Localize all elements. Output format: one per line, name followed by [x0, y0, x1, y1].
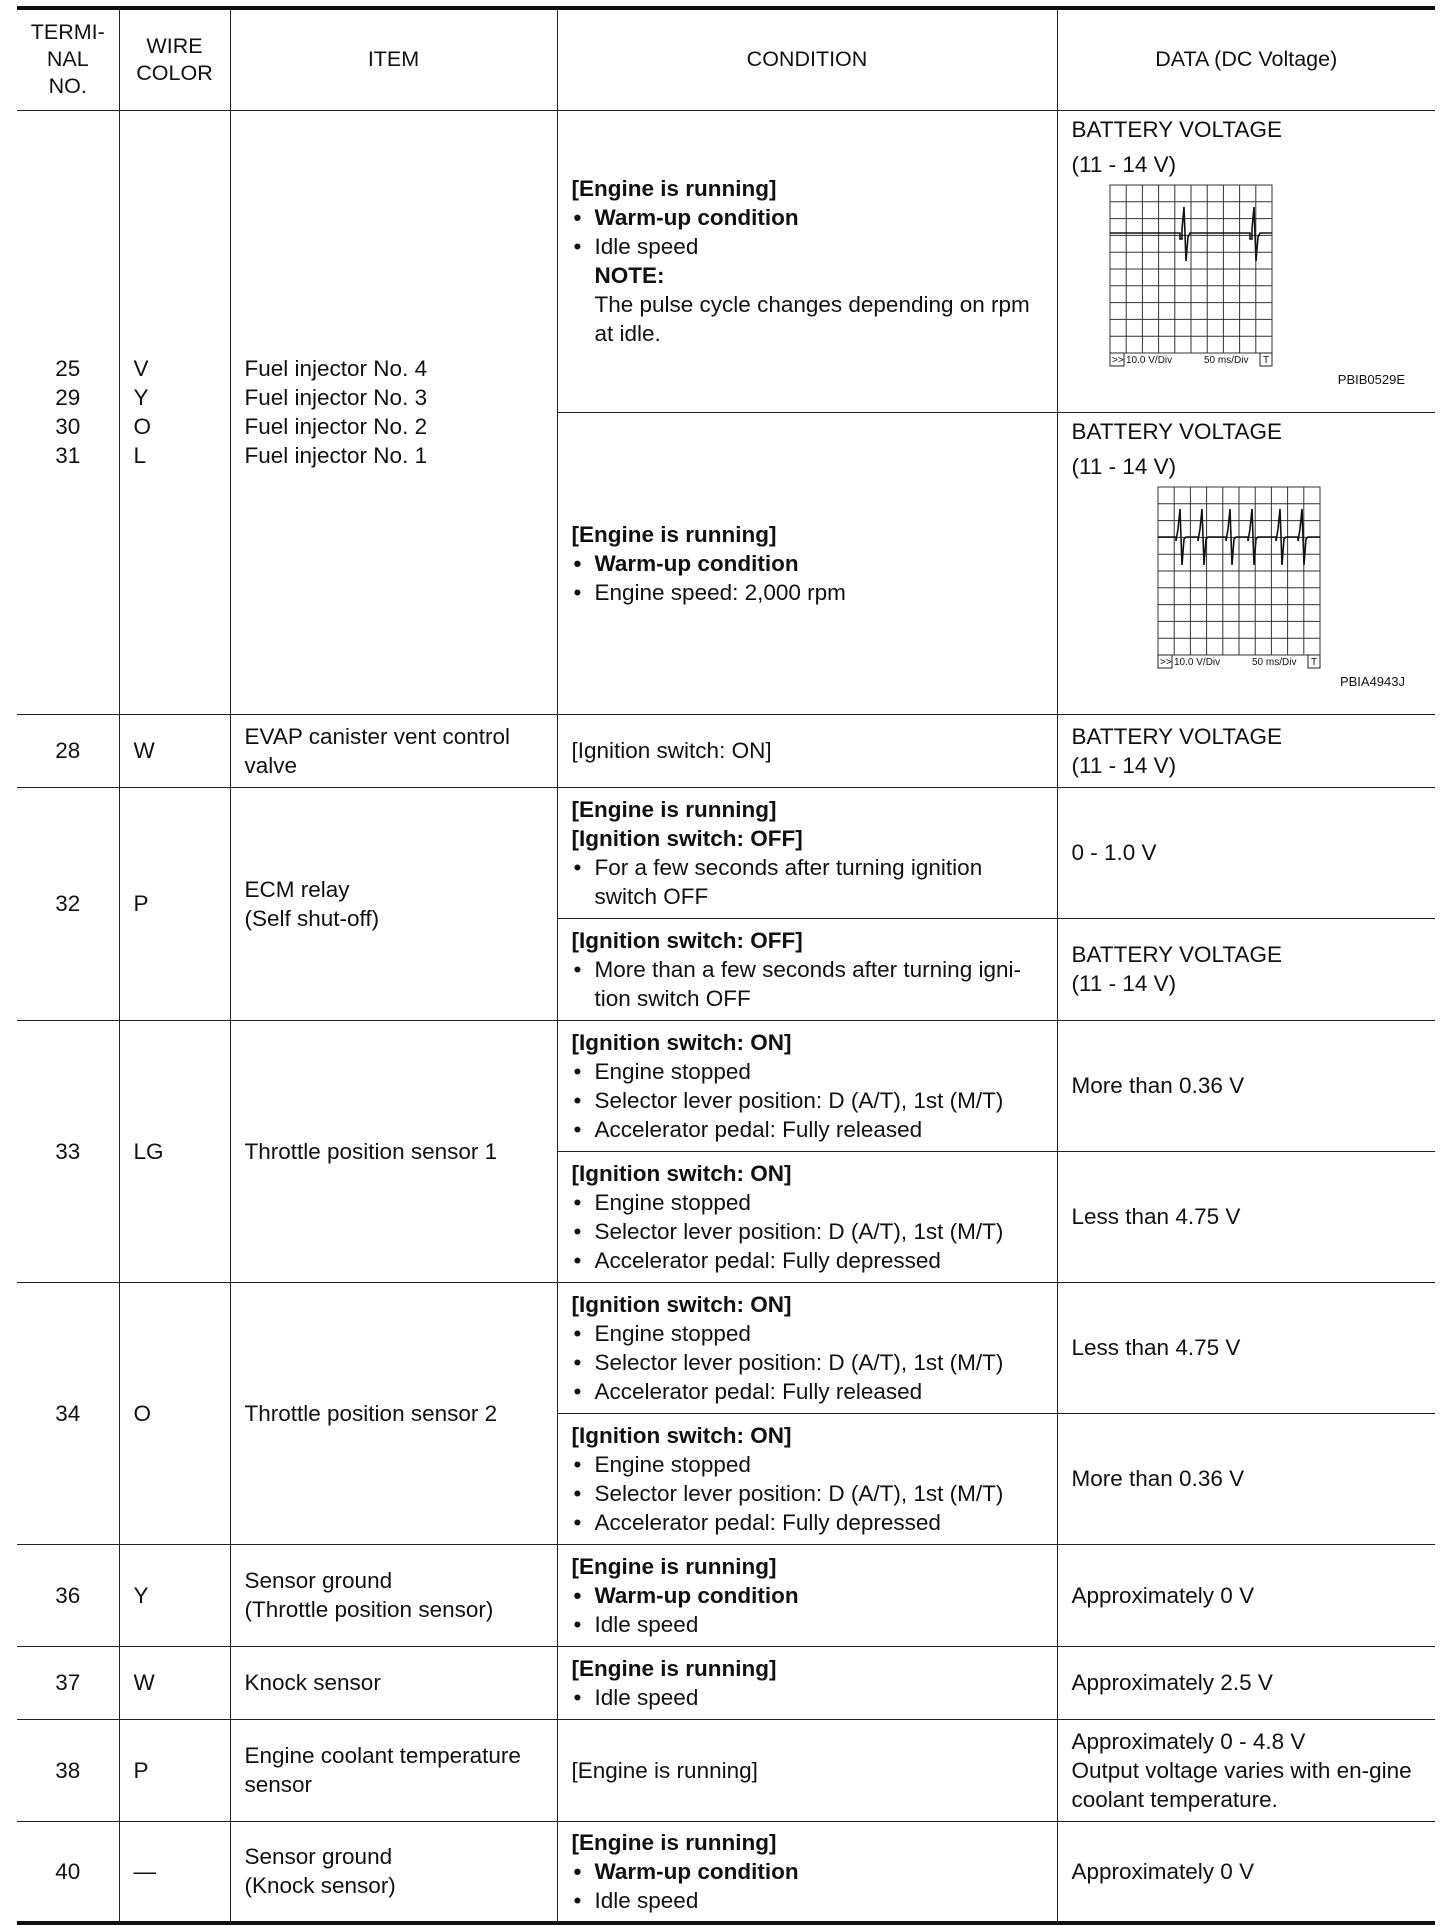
- svg-text:>>: >>: [1159, 656, 1172, 668]
- condition-cell: [Engine is running] [Ignition switch: OFF] • For a few seconds after turning ignition switch OFF: [557, 787, 1057, 918]
- terminal-cell: 34: [17, 1282, 119, 1544]
- wire-color-cell: W: [119, 714, 230, 787]
- item-cell: Sensor ground (Throttle position sensor): [230, 1544, 557, 1646]
- item-cell: Engine coolant temperature sensor: [230, 1719, 557, 1821]
- wire-color-cell: W: [119, 1646, 230, 1719]
- terminal-cell: 37: [17, 1646, 119, 1719]
- item-cell: Throttle position sensor 1: [230, 1020, 557, 1282]
- header-condition: CONDITION: [557, 8, 1057, 110]
- svg-text:>>: >>: [1111, 354, 1124, 366]
- wire-color-cell: O: [119, 1282, 230, 1544]
- table-row: [17, 1282, 1435, 1413]
- data-cell: Approximately 0 V: [1057, 1544, 1435, 1646]
- wire-color-cell: LG: [119, 1020, 230, 1282]
- svg-text:50 ms/Div: 50 ms/Div: [1251, 656, 1296, 668]
- data-cell: Approximately 2.5 V: [1057, 1646, 1435, 1719]
- condition-cell: [Engine is running] • Warm-up condition • Idle speed: [557, 1821, 1057, 1923]
- condition-cell: [Engine is running]: [557, 1719, 1057, 1821]
- svg-text:10.0 V/Div: 10.0 V/Div: [1125, 354, 1172, 366]
- data-cell: BATTERY VOLTAGE (11 - 14 V) >> 10.0 V/Div 50 ms/Div T PBIB0529E: [1057, 110, 1435, 412]
- condition-cell: [Ignition switch: ON] • Engine stopped • Selector lever position: D (A/T), 1st (M/T) • Accelerator pedal: Fully released: [557, 1282, 1057, 1413]
- condition-cell: [Engine is running] • Warm-up condition • Idle speed: [557, 1544, 1057, 1646]
- condition-cell: [Engine is running] • Warm-up condition • Idle speed NOTE: The pulse cycle changes depending on rpm at idle.: [557, 110, 1057, 412]
- data-cell: Less than 4.75 V: [1057, 1282, 1435, 1413]
- condition-cell: [Engine is running] • Warm-up condition • Engine speed: 2,000 rpm: [557, 412, 1057, 714]
- header-row: [17, 8, 1435, 110]
- table-row: [17, 110, 1435, 412]
- table-row: [17, 714, 1435, 787]
- terminal-cell: 36: [17, 1544, 119, 1646]
- condition-cell: [Ignition switch: ON] • Engine stopped • Selector lever position: D (A/T), 1st (M/T) • Accelerator pedal: Fully released: [557, 1020, 1057, 1151]
- figure-code: PBIA4943J: [1339, 673, 1405, 689]
- item-cell: EVAP canister vent control valve: [230, 714, 557, 787]
- terminal-cell: 38: [17, 1719, 119, 1821]
- header-item: ITEM: [230, 8, 557, 110]
- wire-color-cell: P: [119, 787, 230, 1020]
- header-wire-color: WIRE COLOR: [119, 8, 230, 110]
- oscilloscope-waveform-idle: [1100, 181, 1300, 373]
- svg-text:T: T: [1262, 354, 1269, 366]
- condition-cell: [Ignition switch: ON] • Engine stopped • Selector lever position: D (A/T), 1st (M/T) • Accelerator pedal: Fully depressed: [557, 1151, 1057, 1282]
- data-cell: More than 0.36 V: [1057, 1020, 1435, 1151]
- data-cell: 0 - 1.0 V: [1057, 787, 1435, 918]
- data-cell: BATTERY VOLTAGE (11 - 14 V): [1057, 714, 1435, 787]
- data-cell: BATTERY VOLTAGE (11 - 14 V) >> 10.0 V/Div 50 ms/Div T PBIA4943J: [1057, 412, 1435, 714]
- item-cell: Sensor ground (Knock sensor): [230, 1821, 557, 1923]
- terminal-cell: 28: [17, 714, 119, 787]
- data-cell: Approximately 0 - 4.8 V Output voltage varies with en-gine coolant temperature.: [1057, 1719, 1435, 1821]
- svg-text:T: T: [1310, 656, 1317, 668]
- condition-cell: [Ignition switch: ON]: [557, 714, 1057, 787]
- ecm-terminal-table: [17, 6, 1435, 1925]
- condition-cell: [Ignition switch: ON] • Engine stopped • Selector lever position: D (A/T), 1st (M/T) • Accelerator pedal: Fully depressed: [557, 1413, 1057, 1544]
- table-row: [17, 1544, 1435, 1646]
- data-cell: BATTERY VOLTAGE (11 - 14 V): [1057, 918, 1435, 1020]
- table-row: [17, 1821, 1435, 1923]
- data-cell: Approximately 0 V: [1057, 1821, 1435, 1923]
- header-data: DATA (DC Voltage): [1057, 8, 1435, 110]
- wire-color-cell: Y: [119, 1544, 230, 1646]
- wire-color-cell: —: [119, 1821, 230, 1923]
- terminal-cell: 25 29 30 31: [17, 110, 119, 714]
- condition-cell: [Engine is running] • Idle speed: [557, 1646, 1057, 1719]
- table-row: [17, 787, 1435, 918]
- table-row: [17, 1646, 1435, 1719]
- figure-code: PBIB0529E: [1337, 371, 1405, 387]
- wire-color-cell: V Y O L: [119, 110, 230, 714]
- terminal-cell: 32: [17, 787, 119, 1020]
- item-cell: Throttle position sensor 2: [230, 1282, 557, 1544]
- condition-cell: [Ignition switch: OFF] • More than a few seconds after turning igni-tion switch OFF: [557, 918, 1057, 1020]
- item-cell: Knock sensor: [230, 1646, 557, 1719]
- table-row: [17, 1719, 1435, 1821]
- terminal-cell: 40: [17, 1821, 119, 1923]
- wire-color-cell: P: [119, 1719, 230, 1821]
- svg-text:10.0 V/Div: 10.0 V/Div: [1173, 656, 1220, 668]
- table-row: [17, 1020, 1435, 1151]
- item-cell: ECM relay (Self shut-off): [230, 787, 557, 1020]
- header-terminal: TERMI- NAL NO.: [17, 8, 119, 110]
- svg-text:50 ms/Div: 50 ms/Div: [1203, 354, 1248, 366]
- item-cell: Fuel injector No. 4 Fuel injector No. 3 Fuel injector No. 2 Fuel injector No. 1: [230, 110, 557, 714]
- oscilloscope-waveform-2000rpm: [1148, 483, 1348, 675]
- data-cell: More than 0.36 V: [1057, 1413, 1435, 1544]
- terminal-cell: 33: [17, 1020, 119, 1282]
- data-cell: Less than 4.75 V: [1057, 1151, 1435, 1282]
